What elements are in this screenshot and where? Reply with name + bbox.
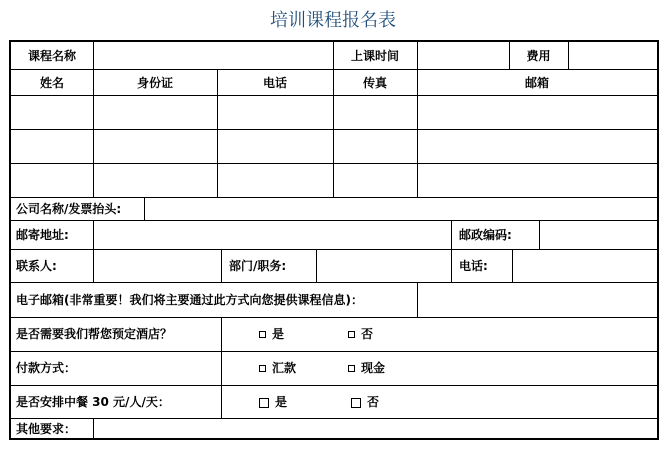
checkbox-icon[interactable] xyxy=(348,365,355,372)
lunch-yes-option[interactable]: 是 xyxy=(259,395,287,409)
company-field[interactable] xyxy=(145,198,657,220)
postcode-label: 邮政编码: xyxy=(459,228,512,242)
registration-form xyxy=(9,40,659,440)
department-label: 部门/职务: xyxy=(229,259,287,273)
col-name-header: 姓名 xyxy=(39,76,64,90)
department-field[interactable] xyxy=(317,250,451,282)
payment-question: 付款方式： xyxy=(16,361,77,375)
attendee-row-3[interactable] xyxy=(11,164,657,197)
address-field[interactable] xyxy=(94,221,451,249)
col-phone-header: 电话 xyxy=(262,76,287,90)
other-label: 其他要求： xyxy=(16,422,77,436)
lunch-no-option[interactable]: 否 xyxy=(351,395,379,409)
phone-label: 电话: xyxy=(459,259,488,273)
fee-field[interactable] xyxy=(569,42,657,69)
checkbox-icon[interactable] xyxy=(348,331,355,338)
payment-cash-option[interactable]: 现金 xyxy=(348,361,385,375)
postcode-field[interactable] xyxy=(540,221,657,249)
hotel-no-option[interactable]: 否 xyxy=(348,327,373,341)
course-name-field[interactable] xyxy=(94,42,333,69)
col-fax-header: 传真 xyxy=(362,76,387,90)
fee-label: 费用 xyxy=(526,49,551,63)
course-name-label: 课程名称 xyxy=(27,49,76,63)
other-field[interactable] xyxy=(94,419,657,438)
col-id-header: 身份证 xyxy=(136,76,173,90)
class-time-field[interactable] xyxy=(418,42,509,69)
form-title: 培训课程报名表 xyxy=(270,10,396,31)
email-field[interactable] xyxy=(418,283,657,317)
checkbox-icon[interactable] xyxy=(259,331,266,338)
phone-field[interactable] xyxy=(513,250,657,282)
contact-label: 联系人: xyxy=(16,259,57,273)
payment-transfer-option[interactable]: 汇款 xyxy=(259,361,296,375)
class-time-label: 上课时间 xyxy=(350,49,399,63)
address-label: 邮寄地址: xyxy=(16,228,69,242)
hotel-question: 是否需要我们帮您预定酒店？ xyxy=(16,327,173,341)
checkbox-icon[interactable] xyxy=(259,365,266,372)
company-label: 公司名称/发票抬头: xyxy=(16,202,122,216)
email-note-label: 电子邮箱(非常重要！我们将主要通过此方式向您提供课程信息)： xyxy=(16,293,363,307)
attendee-row-2[interactable] xyxy=(11,130,657,163)
contact-field[interactable] xyxy=(94,250,221,282)
lunch-question: 是否安排中餐 30 元/人/天： xyxy=(16,395,170,409)
attendee-row-1[interactable] xyxy=(11,96,657,129)
checkbox-icon[interactable] xyxy=(351,398,361,408)
checkbox-icon[interactable] xyxy=(259,398,269,408)
hotel-yes-option[interactable]: 是 xyxy=(259,327,284,341)
col-email-header: 邮箱 xyxy=(524,76,549,90)
